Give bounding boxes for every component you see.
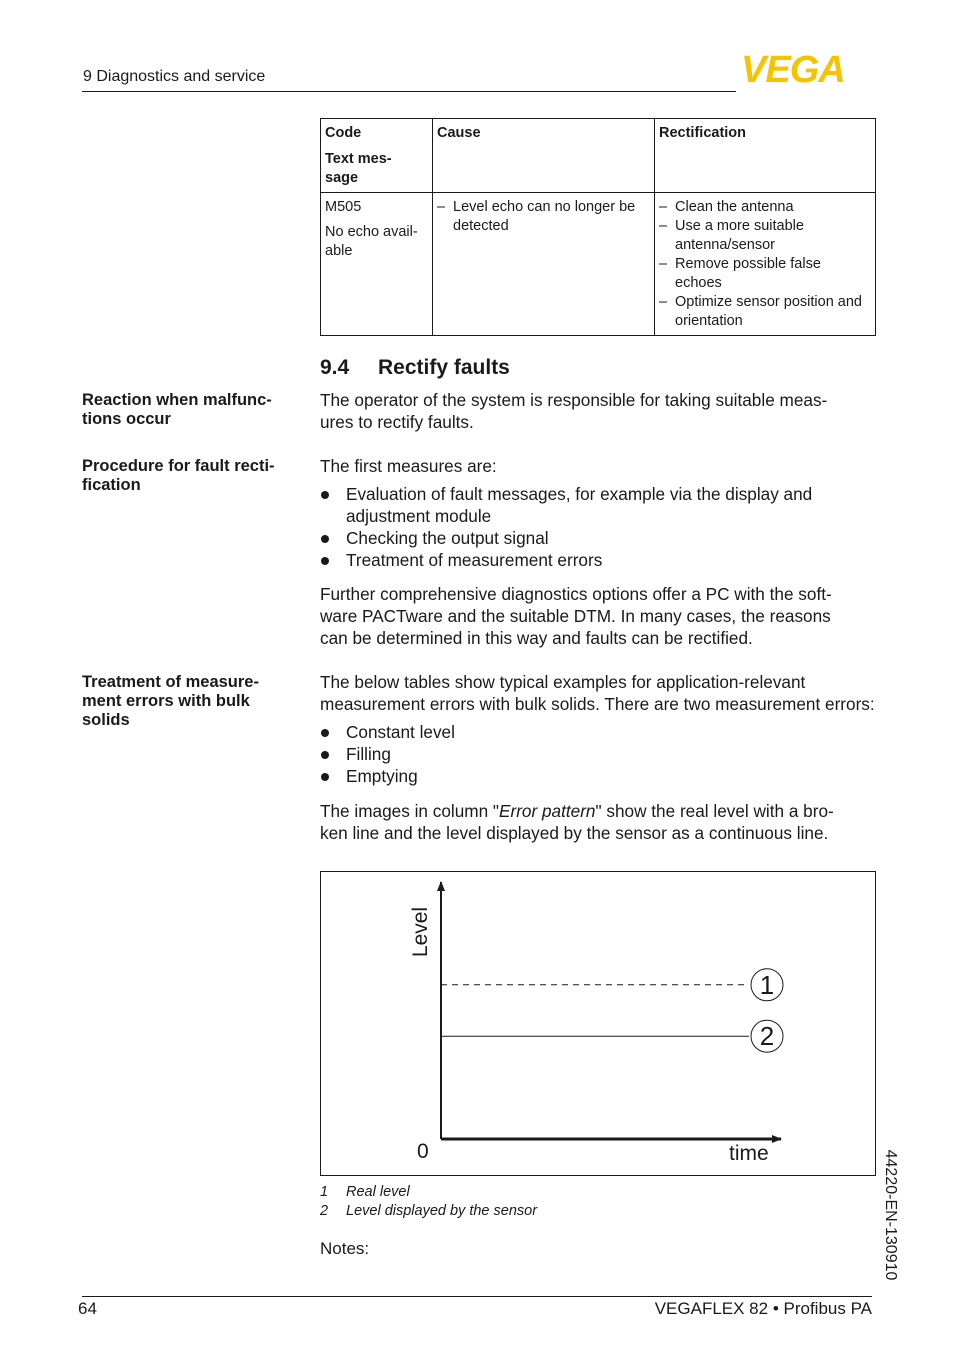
section-title: Rectify faults [378,356,510,379]
cause-list [437,198,650,236]
caption-1 [320,1183,876,1202]
images-text-before: The images in column " [320,801,500,821]
caption-text: Real level [346,1184,410,1200]
x-axis-label: time [729,1142,769,1165]
notes-label: Notes: [320,1239,370,1258]
document-id-vertical [870,1140,910,1290]
section-number: 9.4 [320,356,350,379]
row-cause-cell [433,193,655,336]
side-heading-reaction: Reaction when malfunc- tions occur [82,391,272,428]
caption-2 [320,1202,876,1221]
header-code-cell [321,119,433,193]
header-rectification: Rectification [655,119,876,193]
rectification-list [659,198,871,331]
logo-text: VEGA [741,52,845,84]
document-id: 44220-EN-130910 [882,1149,899,1281]
footer-rule [82,1296,872,1297]
procedure-block [320,455,876,649]
list-item: Treatment of measurement errors [320,549,876,571]
page-number: 64 [78,1299,97,1318]
procedure-more-text: Further comprehensive diagnostics options offer a PC with the soft- ware PACTware and the suitable DTM. In many cases, the reasons can be determined in this way and faults can be rectified. [320,584,832,648]
procedure-intro: The first measures are: [320,456,497,476]
treatment-bullet-list [320,721,876,787]
vega-logo [741,52,873,84]
images-explanation [320,800,876,844]
cause-item: – Level echo can no longer be detected [437,198,650,236]
list-item: Emptying [320,765,876,787]
table-row [321,193,876,336]
marker-2-label: 2 [759,1021,775,1052]
error-table [320,118,876,336]
row-text-message: No echo avail- able [325,224,418,259]
header-code: Code [325,125,362,141]
caption-text: Level displayed by the sensor [346,1203,538,1219]
section-heading [320,356,510,380]
rectification-item: – Remove possible false echoes [659,255,871,293]
reaction-text-block [320,389,876,433]
header-text-message: Text mes- sage [325,151,392,186]
header-rule [82,91,736,92]
header-section-title: 9 Diagnostics and service [83,68,266,85]
rectification-item: – Use a more suitable antenna/sensor [659,217,871,255]
rectification-item: – Optimize sensor position and orientation [659,293,871,331]
marker-1-label: 1 [759,969,775,1000]
treatment-block [320,671,876,844]
row-code: M505 [325,199,362,215]
side-heading-treatment: Treatment of measure- ment errors with bulk solids [82,673,259,729]
row-code-cell [321,193,433,336]
rectification-item: – Clean the antenna [659,198,871,217]
list-item: Constant level [320,721,876,743]
product-name: VEGAFLEX 82 • Profibus PA [654,1299,872,1318]
procedure-bullet-list [320,483,876,571]
images-text-emphasis: Error pattern [499,801,596,821]
error-table-header [321,119,876,193]
level-time-figure [320,871,876,1176]
caption-number: 2 [320,1203,329,1219]
y-axis-label: Level [409,906,432,958]
list-item: Evaluation of fault messages, for example via the display and adjustment module [320,483,876,527]
origin-label: 0 [417,1140,429,1163]
marker-2 [751,1020,783,1052]
header-cause: Cause [433,119,655,193]
images-text-after: " show the real level with a bro- ken line and the level displayed by the sensor as a continuous line. [320,801,834,843]
treatment-intro: The below tables show typical examples for application-relevant measurement errors with bulk solids. There are two measurement errors: [320,672,875,714]
side-heading-procedure: Procedure for fault recti- fication [82,457,275,494]
row-rectification-cell [655,193,876,336]
caption-number: 1 [320,1184,329,1200]
list-item: Filling [320,743,876,765]
marker-1 [751,969,783,1001]
level-time-chart [321,872,875,1175]
reaction-text: The operator of the system is responsible for taking suitable meas- ures to rectify faults. [320,390,828,432]
list-item: Checking the output signal [320,527,876,549]
